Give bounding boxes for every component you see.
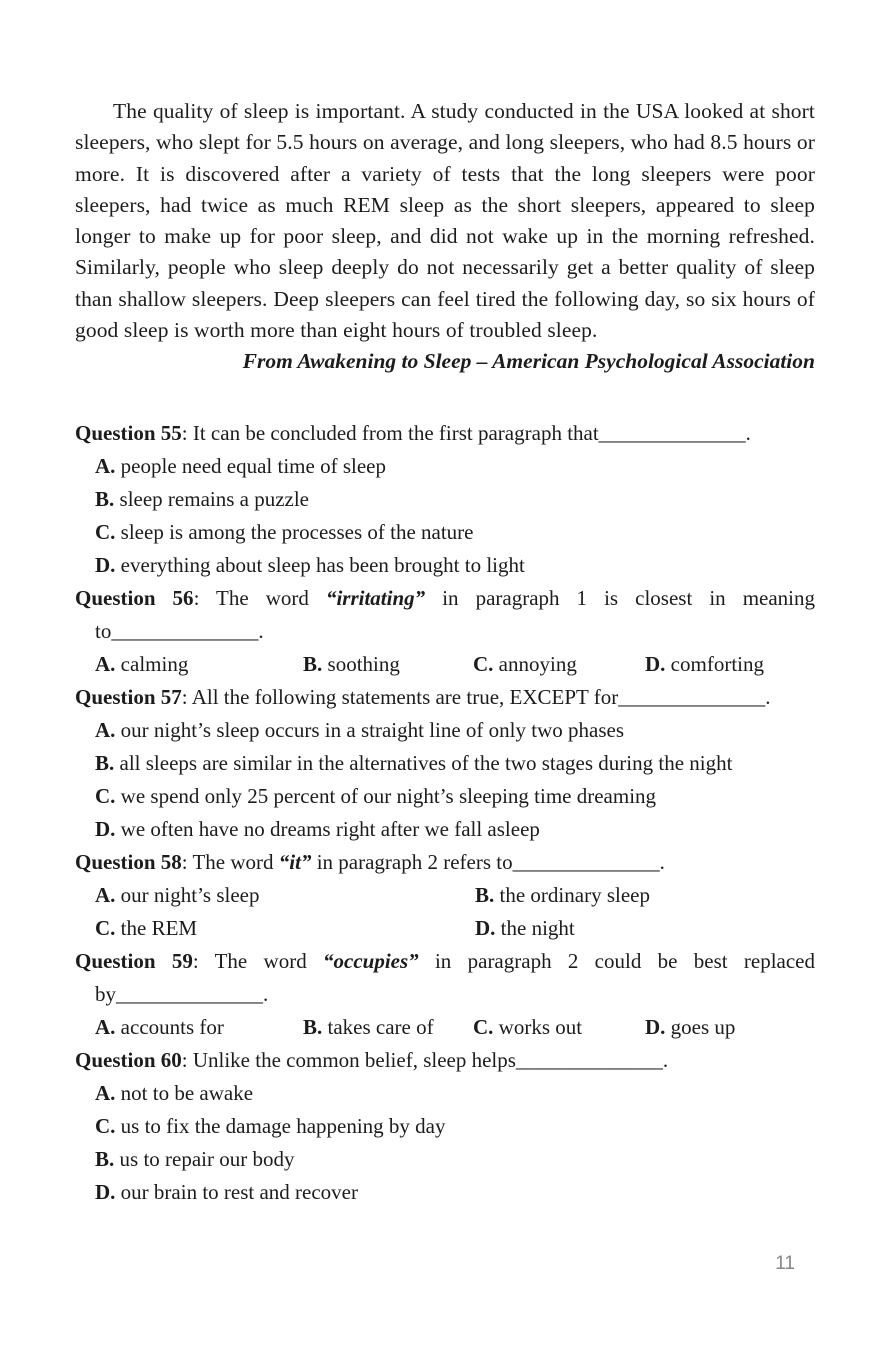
option-letter: A. — [95, 454, 116, 479]
option-letter: B. — [95, 1147, 115, 1172]
option-text: comforting — [665, 652, 764, 677]
option-text: sleep is among the processes of the nature — [115, 520, 474, 545]
option-text: people need equal time of sleep — [115, 454, 386, 479]
question-text: in paragraph 2 refers to______________. — [311, 850, 665, 875]
option-text: all sleeps are similar in the alternatives of the two stages during the night — [114, 751, 733, 776]
option-55-A — [75, 450, 815, 483]
option-letter: D. — [475, 916, 496, 941]
option-59-C — [473, 1011, 645, 1044]
question-56 — [75, 582, 815, 681]
option-text: we spend only 25 percent of our night’s sleeping time dreaming — [115, 784, 657, 809]
question-58-header — [75, 846, 815, 879]
option-letter: B. — [95, 751, 115, 776]
question-60-options — [75, 1077, 815, 1209]
question-text: : The word — [193, 586, 326, 611]
option-letter: C. — [473, 652, 494, 677]
question-keyword: Question 57 — [75, 685, 182, 710]
question-keyword: “occupies” — [323, 949, 419, 974]
option-letter: B. — [475, 883, 495, 908]
option-text: accounts for — [115, 1015, 224, 1040]
option-text: the REM — [115, 916, 198, 941]
option-58-A — [95, 879, 475, 912]
option-57-D — [75, 813, 815, 846]
option-text: not to be awake — [115, 1081, 254, 1106]
option-59-B — [303, 1011, 473, 1044]
option-letter: A. — [95, 1081, 116, 1106]
page-number: 11 — [775, 1253, 795, 1274]
option-56-D — [645, 648, 764, 681]
question-text: in paragraph 1 is closest in meaning to______________. — [95, 586, 816, 644]
question-57-header — [75, 681, 815, 714]
option-55-B — [75, 483, 815, 516]
question-57-options — [75, 714, 815, 846]
question-58 — [75, 846, 815, 945]
option-text: calming — [115, 652, 189, 677]
option-text: works out — [493, 1015, 583, 1040]
option-text: sleep remains a puzzle — [114, 487, 310, 512]
option-letter: C. — [95, 1114, 116, 1139]
question-keyword: Question 56 — [75, 586, 194, 611]
option-60-C — [75, 1110, 815, 1143]
option-text: us to fix the damage happening by day — [115, 1114, 446, 1139]
option-text: our night’s sleep — [115, 883, 260, 908]
option-57-A — [75, 714, 815, 747]
option-letter: C. — [95, 520, 116, 545]
question-56-header — [75, 582, 815, 648]
question-text: : The word — [192, 949, 324, 974]
option-letter: A. — [95, 1015, 116, 1040]
question-keyword: “irritating” — [325, 586, 426, 611]
option-text: us to repair our body — [114, 1147, 295, 1172]
option-letter: B. — [303, 652, 323, 677]
option-60-A — [75, 1077, 815, 1110]
question-60-header — [75, 1044, 815, 1077]
option-text: annoying — [493, 652, 577, 677]
question-text: in paragraph 2 could be best replaced by______________. — [95, 949, 816, 1007]
option-57-C — [75, 780, 815, 813]
option-56-A — [95, 648, 303, 681]
question-55-header — [75, 417, 815, 450]
option-letter: D. — [645, 652, 666, 677]
question-59-options — [75, 1011, 815, 1044]
option-55-C — [75, 516, 815, 549]
option-letter: A. — [95, 652, 116, 677]
option-letter: C. — [95, 916, 116, 941]
option-56-C — [473, 648, 645, 681]
option-text: takes care of — [322, 1015, 434, 1040]
option-text: our brain to rest and recover — [115, 1180, 358, 1205]
option-58-B — [475, 879, 815, 912]
option-letter: C. — [95, 784, 116, 809]
option-letter: D. — [645, 1015, 666, 1040]
question-keyword: Question 58 — [75, 850, 182, 875]
question-60 — [75, 1044, 815, 1209]
option-letter: B. — [303, 1015, 323, 1040]
page-content — [75, 96, 815, 1209]
option-text: everything about sleep has been brought to light — [115, 553, 525, 578]
question-56-options — [75, 648, 815, 681]
option-letter: C. — [473, 1015, 494, 1040]
question-text: : Unlike the common belief, sleep helps______________. — [181, 1048, 669, 1073]
option-59-D — [645, 1011, 735, 1044]
option-57-B — [75, 747, 815, 780]
option-letter: A. — [95, 718, 116, 743]
question-59 — [75, 945, 815, 1044]
option-text: the night — [495, 916, 575, 941]
option-58-C — [95, 912, 475, 945]
question-keyword: Question 55 — [75, 421, 182, 446]
option-60-D — [75, 1176, 815, 1209]
passage-paragraph: The quality of sleep is important. A study conducted in the USA looked at short sleepers, who slept for 5.5 hours on average, and long sleepers, who had 8.5 hours or more. It is discovered after a variety of tests that the long sleepers were poor sleepers, had twice as much REM sleep as the short sleepers, appeared to sleep longer to make up for poor sleep, and did not wake up in the morning refreshed. Similarly, people who sleep deeply do not necessarily get a better quality of sleep than shallow sleepers. Deep sleepers can feel tired the following day, so six hours of good sleep is worth more than eight hours of troubled sleep. — [75, 99, 815, 343]
question-keyword: Question 59 — [75, 949, 193, 974]
question-text: : The word — [181, 850, 279, 875]
option-60-B — [75, 1143, 815, 1176]
question-text: : It can be concluded from the first paragraph that______________. — [181, 421, 751, 446]
question-55-options — [75, 450, 815, 582]
option-letter: D. — [95, 553, 116, 578]
option-58-D — [475, 912, 815, 945]
question-keyword: “it” — [278, 850, 312, 875]
option-text: our night’s sleep occurs in a straight line of only two phases — [115, 718, 624, 743]
question-59-header — [75, 945, 815, 1011]
option-letter: D. — [95, 1180, 116, 1205]
option-letter: B. — [95, 487, 115, 512]
question-58-options — [75, 879, 815, 945]
option-letter: D. — [95, 817, 116, 842]
option-55-D — [75, 549, 815, 582]
option-56-B — [303, 648, 473, 681]
option-letter: A. — [95, 883, 116, 908]
option-text: goes up — [665, 1015, 736, 1040]
option-59-A — [95, 1011, 303, 1044]
option-text: soothing — [322, 652, 400, 677]
questions — [75, 417, 815, 1209]
question-57 — [75, 681, 815, 846]
option-text: the ordinary sleep — [494, 883, 650, 908]
option-text: we often have no dreams right after we fall asleep — [115, 817, 540, 842]
question-55 — [75, 417, 815, 582]
question-text: : All the following statements are true, EXCEPT for______________. — [181, 685, 771, 710]
question-keyword: Question 60 — [75, 1048, 182, 1073]
passage-attribution: From Awakening to Sleep – American Psychological Association — [242, 349, 815, 374]
